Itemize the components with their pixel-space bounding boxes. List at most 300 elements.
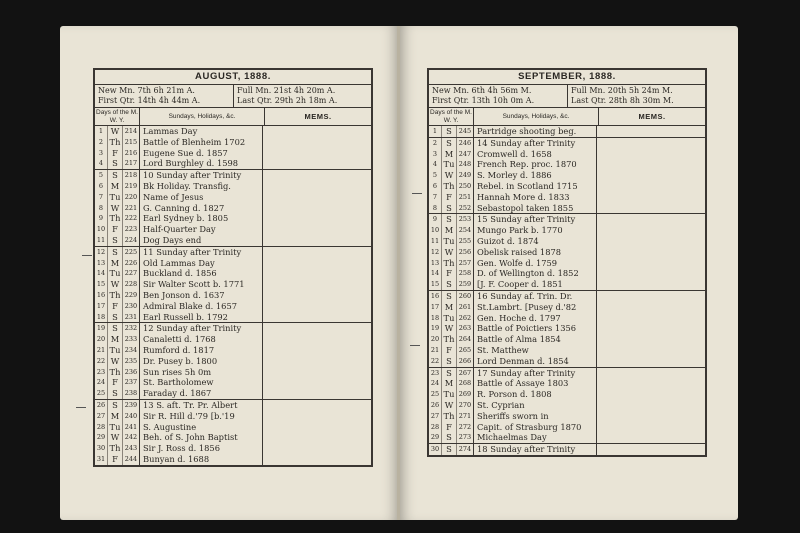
day-row xyxy=(95,422,371,433)
week-block xyxy=(429,214,705,291)
day-of-year: 218 xyxy=(123,170,140,181)
day-row xyxy=(95,224,371,235)
day-row xyxy=(429,444,705,455)
mems-cell xyxy=(597,236,705,247)
mems-cell xyxy=(597,126,705,137)
day-of-year: 250 xyxy=(457,181,474,192)
event-text: Battle of Poictiers 1356 xyxy=(474,323,597,334)
day-of-year: 245 xyxy=(457,126,474,137)
day-of-month: 25 xyxy=(429,389,442,400)
day-row xyxy=(429,279,705,290)
mems-cell xyxy=(597,356,705,367)
day-row xyxy=(95,181,371,192)
weekday: S xyxy=(442,356,457,367)
day-of-month: 1 xyxy=(95,126,108,137)
day-row xyxy=(429,268,705,279)
day-of-month: 5 xyxy=(429,170,442,181)
event-text: Bk Holiday. Transfig. xyxy=(140,181,263,192)
weekday: Tu xyxy=(442,236,457,247)
new-moon-text: New Mn. 6th 4h 56m M. xyxy=(432,86,532,95)
day-row xyxy=(95,432,371,443)
weekday: S xyxy=(442,214,457,225)
weekday: Th xyxy=(108,367,123,378)
weekday: S xyxy=(442,368,457,379)
weekday: W xyxy=(442,247,457,258)
day-of-year: 249 xyxy=(457,170,474,181)
day-row xyxy=(429,247,705,258)
weekday: Th xyxy=(108,290,123,301)
day-of-month: 25 xyxy=(95,388,108,399)
day-row xyxy=(95,279,371,290)
mems-cell xyxy=(597,313,705,324)
day-of-year: 240 xyxy=(123,411,140,422)
event-text: St. Bartholomew xyxy=(140,377,263,388)
day-row xyxy=(429,411,705,422)
mems-cell xyxy=(597,323,705,334)
mems-header: MEMS. xyxy=(304,111,332,121)
weekday: W xyxy=(108,279,123,290)
day-of-month: 9 xyxy=(95,213,108,224)
left-page xyxy=(60,26,398,520)
day-row xyxy=(95,170,371,181)
day-of-month: 17 xyxy=(429,302,442,313)
event-text: D. of Wellington d. 1852 xyxy=(474,268,597,279)
weekday: Th xyxy=(442,411,457,422)
weekday: Th xyxy=(108,137,123,148)
weekday: F xyxy=(108,148,123,159)
day-of-year: 264 xyxy=(457,334,474,345)
day-of-month: 7 xyxy=(95,192,108,203)
day-row xyxy=(95,323,371,334)
day-of-year: 258 xyxy=(457,268,474,279)
week-block xyxy=(429,126,705,138)
day-of-year: 259 xyxy=(457,279,474,290)
mems-cell xyxy=(597,149,705,160)
event-text: S. Morley d. 1886 xyxy=(474,170,597,181)
event-text: Dog Days end xyxy=(140,235,263,246)
day-row xyxy=(95,290,371,301)
event-text: French Rep. proc. 1870 xyxy=(474,159,597,170)
day-of-year: 233 xyxy=(123,334,140,345)
event-text: Gen. Wolfe d. 1759 xyxy=(474,258,597,269)
calendar-body xyxy=(95,126,371,465)
event-text: Dr. Pusey b. 1800 xyxy=(140,356,263,367)
weekday: S xyxy=(108,323,123,334)
first-quarter-text: First Qtr. 14th 4h 44m A. xyxy=(98,96,201,105)
day-row xyxy=(429,313,705,324)
days-header: Days of the M. W. Y. xyxy=(95,108,140,125)
day-of-month: 28 xyxy=(429,422,442,433)
mems-cell xyxy=(263,422,371,433)
week-block xyxy=(95,400,371,465)
day-of-month: 27 xyxy=(429,411,442,422)
day-row xyxy=(95,443,371,454)
mems-cell xyxy=(597,444,705,455)
event-text: 12 Sunday after Trinity xyxy=(140,323,263,334)
day-of-year: 229 xyxy=(123,290,140,301)
day-of-year: 241 xyxy=(123,422,140,433)
day-row xyxy=(95,137,371,148)
day-row xyxy=(429,432,705,443)
day-of-year: 254 xyxy=(457,225,474,236)
weekday: F xyxy=(108,377,123,388)
mems-cell xyxy=(263,345,371,356)
weekday: Th xyxy=(442,181,457,192)
day-of-year: 230 xyxy=(123,301,140,312)
day-of-year: 231 xyxy=(123,312,140,323)
weekday: S xyxy=(442,444,457,455)
day-of-month: 30 xyxy=(95,443,108,454)
mems-cell xyxy=(263,334,371,345)
day-row xyxy=(429,225,705,236)
weekday: S xyxy=(442,291,457,302)
weekday: Th xyxy=(442,258,457,269)
event-text: Cromwell d. 1658 xyxy=(474,149,597,160)
day-of-year: 268 xyxy=(457,378,474,389)
day-of-year: 247 xyxy=(457,149,474,160)
weekday: Tu xyxy=(108,268,123,279)
day-row xyxy=(95,367,371,378)
day-row xyxy=(95,388,371,399)
day-row xyxy=(429,356,705,367)
weekday: W xyxy=(442,170,457,181)
day-of-year: 223 xyxy=(123,224,140,235)
day-of-month: 19 xyxy=(429,323,442,334)
day-of-month: 6 xyxy=(95,181,108,192)
mems-cell xyxy=(263,312,371,323)
mems-cell xyxy=(263,411,371,422)
weekday: Tu xyxy=(108,345,123,356)
week-block xyxy=(95,170,371,247)
mems-cell xyxy=(263,137,371,148)
day-of-month: 8 xyxy=(95,203,108,214)
event-text: Sir J. Ross d. 1856 xyxy=(140,443,263,454)
weekday: S xyxy=(108,158,123,169)
event-text: 10 Sunday after Trinity xyxy=(140,170,263,181)
pencil-mark xyxy=(76,407,86,408)
event-text: Buckland d. 1856 xyxy=(140,268,263,279)
event-text: Capit. of Strasburg 1870 xyxy=(474,422,597,433)
day-of-month: 21 xyxy=(429,345,442,356)
mems-cell xyxy=(263,268,371,279)
day-of-month: 27 xyxy=(95,411,108,422)
day-row xyxy=(95,312,371,323)
event-text: Beh. of S. John Baptist xyxy=(140,432,263,443)
event-text: Michaelmas Day xyxy=(474,432,597,443)
day-of-month: 26 xyxy=(429,400,442,411)
weekday: M xyxy=(108,411,123,422)
day-of-month: 29 xyxy=(429,432,442,443)
day-of-year: 260 xyxy=(457,291,474,302)
day-of-year: 267 xyxy=(457,368,474,379)
weekday: M xyxy=(442,149,457,160)
weekday: S xyxy=(442,126,457,137)
day-of-month: 28 xyxy=(95,422,108,433)
first-quarter-text: First Qtr. 13th 10h 0m A. xyxy=(432,96,535,105)
day-of-year: 271 xyxy=(457,411,474,422)
day-row xyxy=(95,454,371,465)
day-of-year: 273 xyxy=(457,432,474,443)
weekday: S xyxy=(108,235,123,246)
day-of-year: 248 xyxy=(457,159,474,170)
day-of-year: 251 xyxy=(457,192,474,203)
event-text: Earl Russell b. 1792 xyxy=(140,312,263,323)
event-text: Obelisk raised 1878 xyxy=(474,247,597,258)
mems-cell xyxy=(263,454,371,465)
mems-cell xyxy=(597,432,705,443)
day-of-month: 22 xyxy=(429,356,442,367)
day-of-month: 2 xyxy=(429,138,442,149)
day-row xyxy=(429,170,705,181)
event-text: Lord Burghley d. 1598 xyxy=(140,158,263,169)
day-row xyxy=(429,192,705,203)
event-text: Hannah More d. 1833 xyxy=(474,192,597,203)
mems-cell xyxy=(263,158,371,169)
weekday: F xyxy=(108,224,123,235)
weekday: M xyxy=(442,302,457,313)
day-of-year: 239 xyxy=(123,400,140,411)
event-text: Canaletti d. 1768 xyxy=(140,334,263,345)
day-of-month: 5 xyxy=(95,170,108,181)
event-text: Sun rises 5h 0m xyxy=(140,367,263,378)
week-block xyxy=(429,368,705,445)
day-of-year: 215 xyxy=(123,137,140,148)
day-of-year: 269 xyxy=(457,389,474,400)
mems-cell xyxy=(263,356,371,367)
weekday: Th xyxy=(442,334,457,345)
mems-cell xyxy=(597,400,705,411)
mems-cell xyxy=(263,247,371,258)
day-row xyxy=(429,149,705,160)
weekday: S xyxy=(108,170,123,181)
day-row xyxy=(95,203,371,214)
day-of-month: 12 xyxy=(95,247,108,258)
day-of-year: 255 xyxy=(457,236,474,247)
day-of-year: 261 xyxy=(457,302,474,313)
event-text: 15 Sunday after Trinity xyxy=(474,214,597,225)
mems-cell xyxy=(597,138,705,149)
mems-cell xyxy=(597,345,705,356)
event-text: R. Porson d. 1808 xyxy=(474,389,597,400)
day-row xyxy=(95,126,371,137)
day-row xyxy=(95,301,371,312)
event-text: 18 Sunday after Trinity xyxy=(474,444,597,455)
weekday: S xyxy=(108,400,123,411)
weekday: Tu xyxy=(442,313,457,324)
day-row xyxy=(95,377,371,388)
day-row xyxy=(95,400,371,411)
day-row xyxy=(429,159,705,170)
event-text: Battle of Alma 1854 xyxy=(474,334,597,345)
day-row xyxy=(429,126,705,137)
week-block xyxy=(95,323,371,400)
day-row xyxy=(429,368,705,379)
event-text: Battle of Assaye 1803 xyxy=(474,378,597,389)
weekday: W xyxy=(108,126,123,137)
day-of-year: 266 xyxy=(457,356,474,367)
day-of-month: 13 xyxy=(95,258,108,269)
day-of-month: 7 xyxy=(429,192,442,203)
weekday: S xyxy=(442,279,457,290)
day-of-month: 30 xyxy=(429,444,442,455)
weekday: F xyxy=(442,422,457,433)
weekday: M xyxy=(108,181,123,192)
weekday: F xyxy=(442,268,457,279)
mems-cell xyxy=(597,159,705,170)
day-row xyxy=(429,345,705,356)
day-row xyxy=(95,334,371,345)
day-row xyxy=(95,356,371,367)
mems-header: MEMS. xyxy=(638,111,666,121)
week-block xyxy=(95,126,371,170)
event-text: Old Lammas Day xyxy=(140,258,263,269)
day-of-month: 29 xyxy=(95,432,108,443)
day-of-year: 238 xyxy=(123,388,140,399)
mems-cell xyxy=(263,224,371,235)
day-of-month: 20 xyxy=(95,334,108,345)
day-of-year: 216 xyxy=(123,148,140,159)
mems-cell xyxy=(597,170,705,181)
day-of-year: 235 xyxy=(123,356,140,367)
day-of-year: 272 xyxy=(457,422,474,433)
day-of-year: 237 xyxy=(123,377,140,388)
mems-cell xyxy=(597,268,705,279)
day-of-month: 31 xyxy=(95,454,108,465)
day-of-year: 228 xyxy=(123,279,140,290)
day-of-month: 2 xyxy=(95,137,108,148)
day-of-year: 244 xyxy=(123,454,140,465)
event-text: 13 S. aft. Tr. Pr. Albert xyxy=(140,400,263,411)
event-text: G. Canning d. 1827 xyxy=(140,203,263,214)
event-text: Faraday d. 1867 xyxy=(140,388,263,399)
mems-cell xyxy=(263,443,371,454)
day-row xyxy=(95,268,371,279)
day-row xyxy=(95,148,371,159)
day-of-year: 246 xyxy=(457,138,474,149)
mems-cell xyxy=(597,203,705,214)
weekday: F xyxy=(108,301,123,312)
last-quarter-text: Last Qtr. 29th 2h 18m A. xyxy=(237,96,338,105)
day-row xyxy=(95,213,371,224)
day-of-year: 257 xyxy=(457,258,474,269)
day-of-year: 214 xyxy=(123,126,140,137)
event-text: [J. F. Cooper d. 1851 xyxy=(474,279,597,290)
event-text: 14 Sunday after Trinity xyxy=(474,138,597,149)
day-row xyxy=(429,138,705,149)
mems-cell xyxy=(263,181,371,192)
event-text: Lord Denman d. 1854 xyxy=(474,356,597,367)
weekday: W xyxy=(108,432,123,443)
weekday: M xyxy=(108,258,123,269)
mems-cell xyxy=(263,400,371,411)
weekday: S xyxy=(108,312,123,323)
weekday: M xyxy=(108,334,123,345)
day-of-year: 232 xyxy=(123,323,140,334)
weekday: W xyxy=(108,203,123,214)
weekday: Tu xyxy=(108,422,123,433)
mems-cell xyxy=(597,258,705,269)
weekday: Tu xyxy=(108,192,123,203)
day-of-year: 270 xyxy=(457,400,474,411)
event-text: Earl Sydney b. 1805 xyxy=(140,213,263,224)
day-of-month: 10 xyxy=(95,224,108,235)
day-row xyxy=(429,302,705,313)
event-text: Sebastopol taken 1855 xyxy=(474,203,597,214)
day-of-month: 24 xyxy=(95,377,108,388)
weekday: Th xyxy=(108,443,123,454)
mems-cell xyxy=(263,323,371,334)
day-of-year: 236 xyxy=(123,367,140,378)
mems-cell xyxy=(263,377,371,388)
mems-cell xyxy=(597,368,705,379)
day-of-month: 17 xyxy=(95,301,108,312)
day-of-month: 18 xyxy=(95,312,108,323)
day-of-year: 225 xyxy=(123,247,140,258)
mems-cell xyxy=(597,181,705,192)
mems-cell xyxy=(263,432,371,443)
mems-cell xyxy=(263,367,371,378)
mems-cell xyxy=(263,148,371,159)
day-row xyxy=(429,236,705,247)
event-text: Sheriffs sworn in xyxy=(474,411,597,422)
day-of-year: 234 xyxy=(123,345,140,356)
day-row xyxy=(429,400,705,411)
day-of-year: 242 xyxy=(123,432,140,443)
day-of-month: 14 xyxy=(95,268,108,279)
weekday: F xyxy=(108,454,123,465)
day-of-month: 15 xyxy=(429,279,442,290)
week-block xyxy=(429,444,705,455)
day-of-month: 10 xyxy=(429,225,442,236)
column-headers xyxy=(429,108,705,126)
full-moon-text: Full Mn. 20th 5h 24m M. xyxy=(571,86,673,95)
event-text: Sir Walter Scott b. 1771 xyxy=(140,279,263,290)
events-header: Sundays, Holidays, &c. xyxy=(140,108,265,125)
day-of-year: 217 xyxy=(123,158,140,169)
day-of-month: 16 xyxy=(429,291,442,302)
last-quarter-text: Last Qtr. 28th 8h 30m M. xyxy=(571,96,674,105)
event-text: Rebel. in Scotland 1715 xyxy=(474,181,597,192)
day-of-year: 265 xyxy=(457,345,474,356)
day-of-year: 221 xyxy=(123,203,140,214)
day-of-month: 12 xyxy=(429,247,442,258)
day-of-month: 1 xyxy=(429,126,442,137)
day-of-year: 226 xyxy=(123,258,140,269)
weekday: M xyxy=(442,225,457,236)
event-text: Admiral Blake d. 1657 xyxy=(140,301,263,312)
september-calendar-table xyxy=(427,68,707,457)
event-text: Mungo Park b. 1770 xyxy=(474,225,597,236)
event-text: 11 Sunday after Trinity xyxy=(140,247,263,258)
day-of-year: 253 xyxy=(457,214,474,225)
mems-cell xyxy=(263,192,371,203)
full-moon-text: Full Mn. 21st 4h 20m A. xyxy=(237,86,336,95)
day-of-month: 11 xyxy=(95,235,108,246)
mems-cell xyxy=(263,290,371,301)
event-text: Bunyan d. 1688 xyxy=(140,454,263,465)
day-of-month: 26 xyxy=(95,400,108,411)
event-text: S. Augustine xyxy=(140,422,263,433)
month-title: SEPTEMBER, 1888. xyxy=(429,70,705,85)
mems-cell xyxy=(597,225,705,236)
day-row xyxy=(429,389,705,400)
weekday: Tu xyxy=(442,159,457,170)
weekday: W xyxy=(442,323,457,334)
mems-cell xyxy=(263,203,371,214)
day-row xyxy=(95,247,371,258)
august-calendar-table xyxy=(93,68,373,467)
event-text: Half-Quarter Day xyxy=(140,224,263,235)
